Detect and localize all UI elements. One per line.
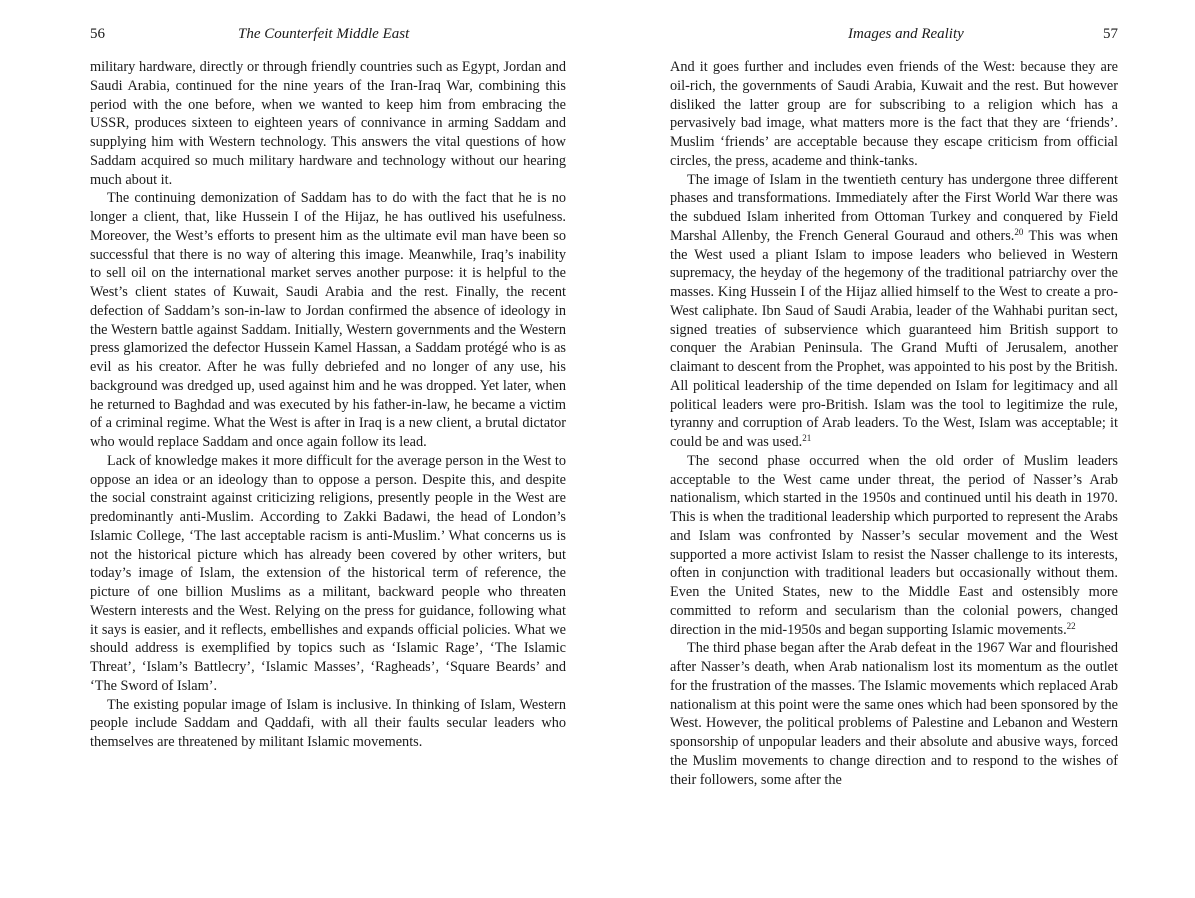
paragraph [670,58,1118,171]
paragraph: The continuing demonization of Saddam has to do with the fact that he is no longer a client, that, like Hussein I of the Hijaz, he has outlived his usefulness. Moreover, the West’s efforts to present him as the ultimate evil man have been so successful that there is no way of altering this image. Meanwhile, Iraq’s inability to sell oil on the international market serves another purpose: it is helpful to the West’s client states of Kuwait, Saudi Arabia and the rest. Finally, the recent defection of Saddam’s son-in-law to Jordan confirmed the absence of ideology in the Western battle against Saddam. Initially, Western governments and the Western press glamorized the defector Hussein Kamel Hassan, a Saddam protégé who is as evil as his creator. After he was fully debriefed and no longer of any use, his background was dredged up, used against him and he was dropped. Yet later, when he returned to Baghdad and was executed by his father-in-law, he became a victim of a criminal regime. What the West is after in Iraq is a new client, a brutal dictator who would replace Saddam and once again follow its lead. [90,190,566,450]
page-number: 56 [90,26,105,42]
right-page [670,0,1118,898]
paragraph: The existing popular image of Islam is inclusive. In thinking of Islam, Western people include Saddam and Qaddafi, with all their faults secular leaders who themselves are threatened by militant Islamic movements. [90,696,566,750]
running-head-title: The Counterfeit Middle East [238,26,410,42]
footnote-reference: 20 [1014,226,1024,237]
paragraph-text: And it goes further and includes even friends of the West: because they are oil-rich, the governments of Saudi Arabia, Kuwait and the rest. But however disliked the latter group are for subscribing to a religion which has a pervasively bad image, what matters more is the fact that they are ‘friends’. Muslim ‘friends’ are acceptable because they escape criticism from official circles, the press, academe and think-tanks. [670,59,1118,169]
page-number: 57 [1103,26,1118,42]
paragraph-text: This was when the West used a pliant Islam to impose leaders who believed in Western supremacy, the heyday of the hegemony of the traditional patriarchy over the masses. King Hussein I of the Hijaz allied himself to the West to create a pro-West caliphate. Ibn Saud of Saudi Arabia, leader of the Wahhabi puritan sect, signed treaties of subservience which guaranteed him British support to conquer the Arabian Peninsula. The Grand Mufti of Jerusalem, another claimant to descent from the Prophet, was appointed to his post by the British. All political leadership of the time depended on Islam for legitimacy and all political leaders were pro-British. Islam was the tool to legitimize the rule, tyranny and corruption of Arab leaders. To the West, Islam was acceptable; it could be and was used. [670,227,1118,450]
running-head [90,26,566,48]
paragraph [670,639,1118,789]
body-text [90,58,566,752]
paragraph-text: The second phase occurred when the old order of Muslim leaders acceptable to the West came under threat, the period of Nasser’s Arab nationalism, which started in the 1950s and continued until his death in 1970. This is when the traditional leadership which purported to represent the Arabs and Islam was confronted by Nasser’s secular movement and the West supported a more activist Islam to resist the Nasser challenge to its interests, often in conjunction with traditional leaders but occasionally without them. Even the United States, new to the Middle East and ostensibly more committed to reform and secularism than the colonial powers, changed direction in the mid-1950s and began supporting Islamic movements. [670,452,1118,638]
running-head-title: Images and Reality [848,26,964,42]
paragraph [670,171,1118,452]
paragraph-text: The image of Islam in the twentieth century has undergone three different phases and transformations. Immediately after the First World War there was the subdued Islam inherited from Ottoman Turkey and conquered by Field Marshal Allenby, the French General Gouraud and others. [670,171,1118,244]
body-text [670,58,1118,789]
paragraph: Lack of knowledge makes it more difficult for the average person in the West to oppose an idea or an ideology than to oppose a person. Despite this, and despite the social constraint against criticizing religions, presently people in the West are predominantly anti-Muslim. According to Zakki Badawi, the head of London’s Islamic College, ‘The last acceptable racism is anti-Muslim.’ What concerns us is not the historical picture which has already been covered by other writers, but today’s image of Islam, the extension of the historical term of reference, the picture of one billion Muslims as a militant, backward people who threaten Western interests and the West. Relying on the press for guidance, following what it says is easier, and it reflects, embellishes and expands official policies. What we should address is exemplified by topics such as ‘Islamic Rage’, ‘The Islamic Threat’, ‘Islam’s Battlecry’, ‘Islamic Masses’, ‘Ragheads’, ‘Square Beards’ and ‘The Sword of Islam’. [90,452,566,694]
paragraph: military hardware, directly or through friendly countries such as Egypt, Jordan and Saudi Arabia, continued for the nine years of the Iran-Iraq War, combining this period with the one before, when we wanted to keep him from embracing the USSR, produces sixteen to eighteen years of connivance in arming Saddam and supplying him with Western technology. This answers the vital questions of how Saddam acquired so much military hardware and technology without our hearing much about it. [90,59,566,188]
running-head [670,26,1118,48]
paragraph [670,452,1118,640]
left-page [90,0,566,898]
paragraph-text: The third phase began after the Arab defeat in the 1967 War and flourished after Nasser’s death, when Arab nationalism lost its momentum as the outlet for the frustration of the masses. The Islamic movements which replaced Arab nationalism at this point were the same ones which had been sponsored by the West. However, the political problems of Palestine and Lebanon and Western sponsorship of unpopular leaders and their absolute and abusive ways, forced the Muslim movements to change direction and to respond to the wishes of their followers, some after the [670,640,1118,788]
footnote-reference: 22 [1066,620,1076,631]
footnote-reference: 21 [802,433,812,443]
